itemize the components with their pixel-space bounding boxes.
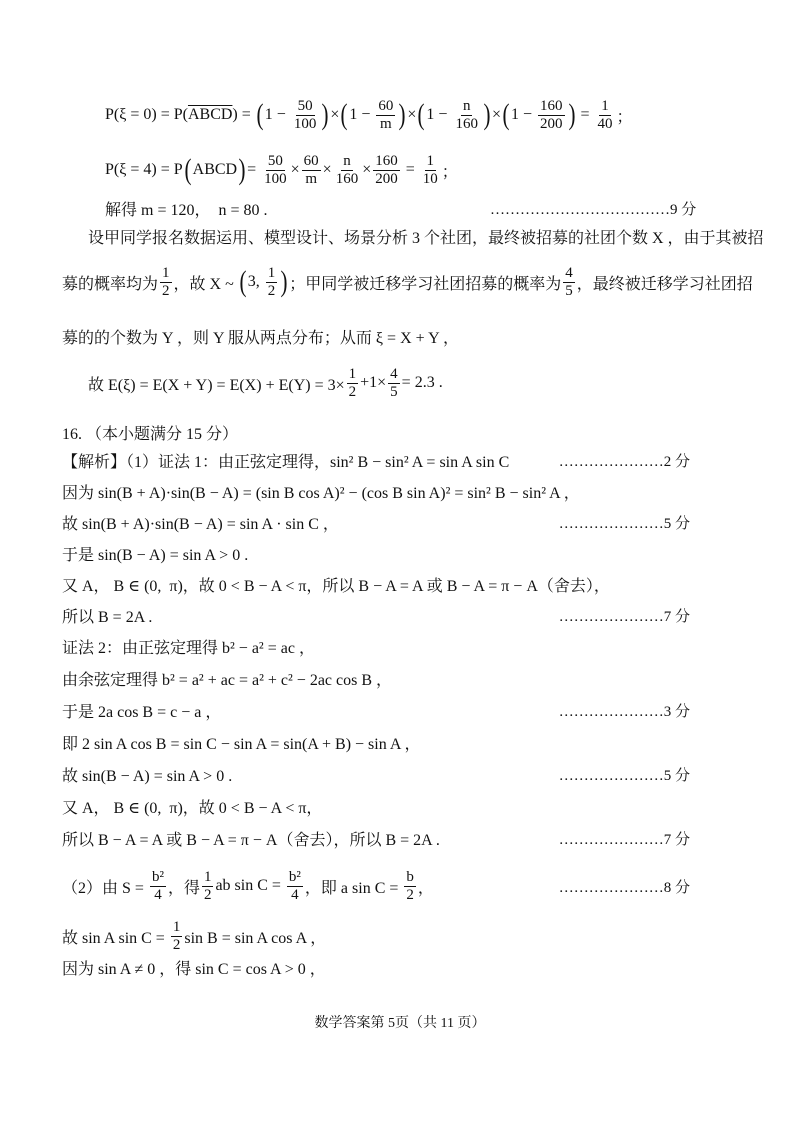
fraction	[388, 366, 400, 401]
bracket: )	[238, 153, 246, 186]
text-segment: 因为 sin(B + A)·sin(B − A) = (sin B cos A)² − (cos B sin A)² = sin² B − sin² A ，	[62, 484, 580, 502]
numerator: b²	[288, 868, 301, 885]
text-segment: ×	[407, 106, 417, 123]
fraction	[334, 153, 361, 188]
score-mark: …………………5 分	[558, 768, 690, 784]
text-line	[62, 316, 459, 356]
text-segment: 于是 2a cos B = c − a ，	[62, 703, 222, 721]
numerator: 60	[378, 97, 394, 114]
numerator: 1	[426, 152, 434, 169]
text-line	[62, 947, 326, 987]
text-line	[62, 818, 440, 858]
bracket: )	[280, 265, 288, 298]
fraction	[596, 98, 615, 133]
bracket: )	[568, 98, 575, 131]
text-segment: 设甲同学报名数据运用、模型设计、场景分析 3 个社团，最终被招募的社团个数 X ，由于其被招	[88, 229, 764, 247]
text-segment: 【解析】（1）证法 1：由正弦定理得，sin² B − sin² A = sin A sin C	[62, 453, 510, 471]
denominator: m	[380, 115, 392, 132]
fraction	[376, 98, 395, 133]
denominator: 2	[267, 282, 276, 299]
numerator: 160	[375, 152, 398, 169]
text-segment: ，得	[167, 879, 200, 897]
text-segment: 募的的个数为 Y ，则 Y 服从两点分布；从而 ξ = X + Y ，	[62, 329, 460, 347]
text-segment: 由余弦定理得 b² = a² + ac = a² + c² − 2ac cos B ，	[62, 671, 393, 689]
bracket: (	[184, 153, 192, 186]
denominator: 100	[264, 170, 287, 187]
denominator: m	[305, 170, 317, 187]
denominator: 40	[597, 115, 613, 132]
text-segment: 3,	[247, 273, 264, 290]
denominator: 200	[375, 170, 398, 187]
text-segment: ，	[417, 879, 434, 897]
text-segment: 1 −	[510, 106, 536, 123]
text-segment: ABCD	[192, 161, 238, 178]
text-segment: ×	[290, 161, 300, 178]
fraction	[287, 869, 303, 904]
text-line	[62, 866, 434, 906]
text-segment: ×	[491, 106, 501, 123]
numerator: 60	[303, 152, 319, 169]
denominator: 2	[203, 886, 212, 903]
score-mark: …………………5 分	[558, 516, 690, 532]
text-line	[88, 363, 443, 403]
text-segment: ；	[616, 108, 633, 126]
text-line	[105, 150, 458, 190]
bracket: (	[340, 98, 348, 131]
fraction	[421, 153, 440, 188]
text-segment: 故 sin A sin C =	[62, 929, 169, 947]
text-segment: 1 −	[349, 106, 375, 123]
text-segment: 于是 sin(B − A) = sin A > 0 .	[62, 546, 249, 564]
text-segment: ×	[362, 161, 372, 178]
fraction	[266, 265, 278, 300]
fraction	[347, 366, 359, 401]
bracket: )	[483, 98, 491, 131]
text-segment: ×	[330, 106, 340, 123]
text-segment: P(ξ = 0) = P(	[105, 106, 188, 123]
page-footer: 数学答案第 5页（共 11 页）	[314, 1016, 486, 1031]
numerator: 4	[565, 264, 573, 281]
numerator: b	[406, 868, 414, 885]
fraction	[292, 98, 319, 133]
text-segment: 1 −	[264, 106, 290, 123]
fraction	[563, 265, 575, 300]
text-segment: ABCD	[187, 106, 233, 123]
denominator: 4	[291, 886, 299, 903]
text-segment: ，即 a sin C =	[304, 879, 403, 897]
text-segment: = 2.3 .	[401, 374, 443, 391]
numerator: 160	[540, 97, 563, 114]
text-segment: P(ξ = 4) = P	[105, 161, 183, 178]
numerator: 1	[203, 868, 212, 885]
text-segment: ；	[441, 163, 458, 181]
denominator: 2	[348, 383, 357, 400]
numerator: 50	[267, 152, 283, 169]
text-segment: 故 E(ξ) = E(X + Y) = E(X) + E(Y) = 3×	[88, 376, 345, 394]
text-segment: 16. （本小题满分 15 分）	[62, 425, 239, 443]
fraction	[302, 153, 321, 188]
numerator: 1	[172, 918, 181, 935]
text-line	[88, 216, 764, 256]
text-segment: 1 −	[426, 106, 452, 123]
text-segment: ab sin C =	[215, 877, 285, 894]
text-segment: 又 A， B ∈ (0, π)，故 0 < B − A < π，所以 B − A = A 或 B − A = π − A（舍去），	[62, 577, 610, 595]
bracket: (	[239, 265, 247, 298]
bracket: (	[502, 98, 510, 131]
bracket: )	[398, 98, 406, 131]
bracket: (	[417, 98, 425, 131]
fraction	[160, 265, 172, 300]
text-segment: sin B = sin A cos A ，	[184, 929, 327, 947]
score-mark: …………………7 分	[558, 609, 690, 625]
text-segment: （2）由 S =	[62, 879, 148, 897]
text-segment: +1×	[360, 374, 387, 391]
score-mark: …………………3 分	[558, 704, 690, 720]
text-segment: ) =	[232, 106, 255, 123]
numerator: 1	[601, 97, 609, 114]
text-segment: =	[576, 106, 594, 123]
text-segment: 故 sin(B − A) = sin A > 0 .	[62, 767, 233, 785]
fraction	[150, 869, 166, 904]
numerator: b²	[151, 868, 164, 885]
fraction	[262, 153, 289, 188]
text-segment: 解得 m = 120， n = 80 .	[105, 201, 268, 219]
fraction	[202, 869, 214, 904]
denominator: 10	[422, 170, 438, 187]
fraction	[453, 98, 480, 133]
bracket: )	[321, 98, 329, 131]
denominator: 5	[390, 383, 398, 400]
denominator: 200	[540, 115, 563, 132]
score-mark: …………………7 分	[558, 832, 690, 848]
text-segment: ，故 X ~	[173, 275, 238, 293]
text-segment: 所以 B − A = A 或 B − A = π − A（舍去），所以 B = 2A .	[62, 831, 440, 849]
denominator: 100	[293, 115, 317, 132]
text-segment: 又 A， B ∈ (0, π)，故 0 < B − A < π，	[62, 799, 323, 817]
denominator: 2	[162, 282, 170, 299]
score-mark: …………………2 分	[558, 454, 690, 470]
numerator: n	[343, 152, 351, 169]
score-mark: …………………8 分	[558, 880, 690, 896]
numerator: 1	[162, 264, 170, 281]
numerator: 1	[348, 365, 357, 382]
text-line	[105, 95, 633, 135]
text-segment: =	[247, 161, 261, 178]
text-segment: 募的概率均为	[62, 275, 159, 293]
text-segment: 故 sin(B + A)·sin(B − A) = sin A · sin C ，	[62, 515, 339, 533]
numerator: n	[462, 97, 471, 114]
numerator: 4	[390, 365, 398, 382]
text-segment: 所以 B = 2A .	[62, 608, 153, 626]
denominator: 4	[154, 886, 162, 903]
denominator: 160	[335, 170, 359, 187]
text-line	[62, 262, 753, 302]
denominator: 160	[455, 115, 478, 132]
numerator: 50	[297, 97, 313, 114]
text-segment: ，最终被迁移学习社团招	[576, 275, 753, 293]
score-mark: ………………………………9 分	[490, 202, 697, 218]
text-segment: 即 2 sin A cos B = sin C − sin A = sin(A + B) − sin A ，	[62, 735, 421, 753]
text-segment: ；甲同学被迁移学习社团招募的概率为	[289, 275, 562, 293]
numerator: 1	[267, 264, 276, 281]
text-segment: =	[401, 161, 419, 178]
denominator: 5	[565, 282, 573, 299]
text-segment: 证法 2：由正弦定理得 b² − a² = ac ，	[62, 639, 315, 657]
text-segment: 因为 sin A ≠ 0 ，得 sin C = cos A > 0 ，	[62, 960, 326, 978]
denominator: 2	[172, 936, 181, 953]
denominator: 2	[406, 886, 414, 903]
fraction	[373, 153, 400, 188]
text-segment: ×	[322, 161, 332, 178]
bracket: (	[256, 98, 264, 131]
fraction	[404, 869, 416, 904]
fraction	[538, 98, 565, 133]
